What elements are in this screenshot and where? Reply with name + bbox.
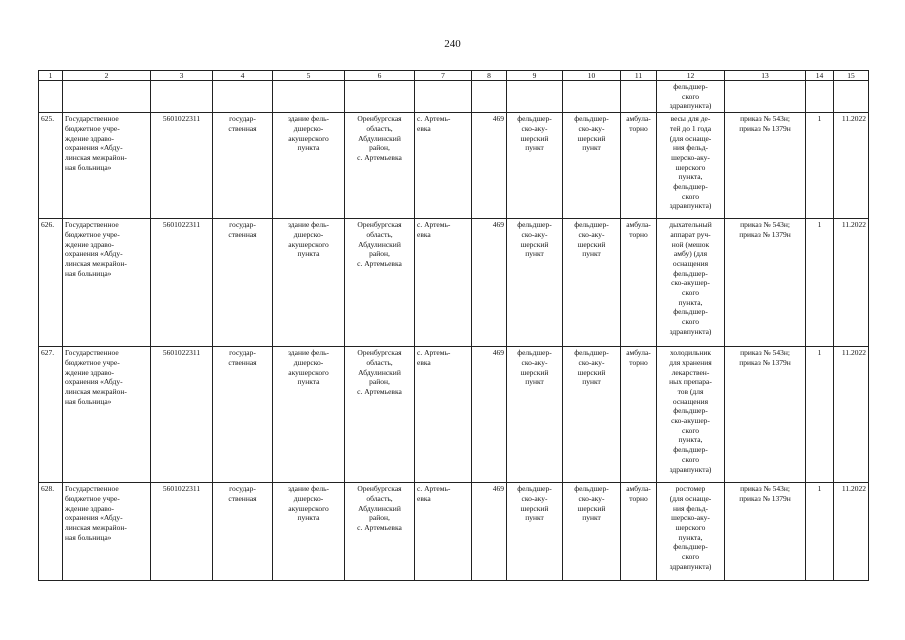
column-number: 11 [621,71,657,81]
cell-line: район, [369,513,390,523]
cell-line: Оренбургская [357,114,402,124]
cell-line: фельдшер- [574,348,609,358]
cell-line: пункта [297,143,320,153]
cell-line: пункта, [678,532,703,542]
cell-line: оснащения [672,258,709,268]
cell-building [273,113,345,219]
column-number: 9 [507,71,563,81]
cell-organization-name [63,113,151,219]
cell-equipment [657,113,725,219]
cell-line: шерский [520,367,549,377]
cell-quantity: 1 [806,113,834,219]
cell-line: пункт [582,513,601,523]
cell-line: ственная [228,493,257,503]
cell-line: шерского [675,162,706,172]
cell-line: район, [369,249,390,259]
cell-unit-name [563,483,621,581]
cell-line: с. Артемь- [417,348,451,358]
cell-row-number: 625. [39,113,63,219]
cell-line: ского [682,191,699,201]
cell-line: пункт [582,143,601,153]
cell-line: фельдшер- [574,220,609,230]
cell-line: ско-аку- [521,493,548,503]
cell-line: линская межрайон- [65,386,127,396]
column-number: 10 [563,71,621,81]
cell-service-form [621,81,657,113]
cell-equipment [657,483,725,581]
cell-line: здание фель- [287,220,330,230]
cell-line: торно [629,493,648,503]
cell-inn: 5601022311 [151,483,213,581]
cell-line: бюджетное учре- [65,493,120,503]
cell-line: с. Артемьевка [357,522,402,532]
cell-line: Государственное [65,484,119,494]
cell-line: акушерского [288,239,329,249]
cell-line: с. Артемьевка [357,258,402,268]
cell-line: амбу) (для [673,249,708,259]
cell-line: ния фельд- [672,503,709,513]
cell-line: здание фель- [287,114,330,124]
cell-line: фельдшер- [673,182,708,192]
cell-line: район, [369,143,390,153]
cell-locality [415,81,472,113]
cell-line: амбула- [626,220,651,230]
cell-locality [415,113,472,219]
cell-service-form [621,347,657,483]
cell-ownership-form [213,113,273,219]
cell-line: бюджетное учре- [65,357,120,367]
cell-quantity: 1 [806,483,834,581]
cell-line: шерско-аку- [671,513,710,523]
cell-address [345,347,415,483]
cell-equipment [657,219,725,347]
cell-population: 469 [472,219,507,347]
cell-line: ского [682,425,699,435]
cell-line: шерский [577,503,606,513]
cell-line: фельдшер- [673,307,708,317]
cell-line: торно [629,357,648,367]
cell-line: ско-акушер- [671,416,710,426]
cell-line: область, [366,357,393,367]
cell-line: ных препара- [669,377,712,387]
cell-line: ско-аку- [578,493,605,503]
cell-line: фельдшер- [673,82,708,91]
cell-line: с. Артемьевка [357,152,402,162]
cell-line: евка [417,493,431,503]
cell-building [273,81,345,113]
cell-line: пункта, [678,435,703,445]
cell-locality [415,483,472,581]
cell-inn: 5601022311 [151,219,213,347]
cell-line: шерский [577,133,606,143]
cell-line: пункта, [678,297,703,307]
cell-date [834,81,869,113]
cell-inn [151,81,213,113]
cell-line: пункт [582,249,601,259]
cell-line: шерский [520,503,549,513]
cell-line: фельдшер- [673,542,708,552]
cell-order-basis [725,483,806,581]
cell-service-form [621,219,657,347]
cell-line: евка [417,229,431,239]
cell-locality [415,219,472,347]
cell-line: ско-аку- [578,123,605,133]
cell-organization-name [63,219,151,347]
cell-line: шерский [577,367,606,377]
cell-quantity [806,81,834,113]
cell-line: охранения «Абду- [65,143,123,153]
cell-line: охранения «Абду- [65,513,123,523]
cell-line: тов (для [677,386,704,396]
column-number: 1 [39,71,63,81]
cell-line: шерского [675,522,706,532]
cell-date: 11.2022 [834,483,869,581]
column-number: 6 [345,71,415,81]
cell-line: аппарат руч- [670,229,711,239]
cell-line: ско-аку- [578,357,605,367]
cell-address [345,483,415,581]
table-row [39,347,869,483]
cell-line: евка [417,123,431,133]
cell-line: ского [682,288,699,298]
column-number: 15 [834,71,869,81]
cell-unit-name [563,219,621,347]
cell-line: ния фельд- [672,143,709,153]
column-number: 5 [273,71,345,81]
cell-line: приказ № 543н; [740,114,790,124]
cell-line: с. Артемь- [417,484,451,494]
cell-order-basis [725,347,806,483]
cell-line: фельдшер- [574,484,609,494]
cell-line: дшерско- [293,357,324,367]
cell-line: Абдулинский [358,503,401,513]
cell-line: ского [682,552,699,562]
cell-line: здравпункта) [669,464,712,474]
cell-unit-type [507,113,563,219]
cell-service-form [621,483,657,581]
cell-ownership-form [213,483,273,581]
continuation-row [39,81,869,113]
cell-line: фельдшер- [673,406,708,416]
cell-line: дшерско- [293,123,324,133]
cell-line: Оренбургская [357,220,402,230]
column-number: 4 [213,71,273,81]
cell-row-number: 626. [39,219,63,347]
cell-organization-name [63,81,151,113]
cell-line: весы для де- [670,114,711,124]
cell-line: акушерского [288,503,329,513]
cell-ownership-form [213,347,273,483]
cell-row-number: 627. [39,347,63,483]
cell-line: фельдшер- [517,220,552,230]
cell-line: ростомер [675,484,706,494]
cell-line: ная больница» [65,396,112,406]
cell-line: с. Артемьевка [357,386,402,396]
cell-line: Оренбургская [357,348,402,358]
cell-line: ского [682,317,699,327]
cell-line: ско-акушер- [671,278,710,288]
cell-unit-name [563,347,621,483]
cell-line: тей до 1 года [669,123,712,133]
cell-building [273,483,345,581]
cell-line: холодильник [669,348,712,358]
cell-line: амбула- [626,348,651,358]
cell-line: ная больница» [65,268,112,278]
cell-line: пункт [582,377,601,387]
cell-line: фельдшер- [673,445,708,455]
cell-line: Государственное [65,348,119,358]
column-number: 3 [151,71,213,81]
column-number-row [39,71,869,81]
cell-date: 11.2022 [834,113,869,219]
cell-line: с. Артемь- [417,220,451,230]
cell-line: для хранения [669,357,712,367]
cell-line: шерский [520,239,549,249]
cell-population: 469 [472,113,507,219]
cell-line: дшерско- [293,229,324,239]
table-row [39,483,869,581]
cell-order-basis [725,81,806,113]
cell-line: приказ № 543н; [740,348,790,358]
cell-line: ждение здраво- [65,367,115,377]
cell-date: 11.2022 [834,347,869,483]
cell-line: охранения «Абду- [65,249,123,259]
cell-line: ной (мешок [671,239,710,249]
cell-line: пункт [525,513,544,523]
cell-unit-name [563,81,621,113]
cell-line: оснащения [672,396,709,406]
cell-organization-name [63,483,151,581]
cell-unit-type [507,347,563,483]
cell-line: приказ № 1379н [739,123,791,133]
cell-line: фельдшер- [517,484,552,494]
cell-ownership-form [213,81,273,113]
cell-line: линская межрайон- [65,522,127,532]
cell-line: торно [629,229,648,239]
cell-quantity: 1 [806,347,834,483]
cell-date: 11.2022 [834,219,869,347]
cell-equipment [657,81,725,113]
cell-line: ная больница» [65,162,112,172]
cell-line: бюджетное учре- [65,229,120,239]
table-row [39,113,869,219]
cell-line: дыхательный [669,220,712,230]
cell-line: область, [366,123,393,133]
cell-line: фельдшер- [517,114,552,124]
cell-line: приказ № 1379н [739,229,791,239]
cell-line: торно [629,123,648,133]
cell-line: бюджетное учре- [65,123,120,133]
cell-address [345,113,415,219]
cell-line: (для оснаще- [669,493,712,503]
column-number: 12 [657,71,725,81]
cell-line: евка [417,357,431,367]
cell-line: ского [682,454,699,464]
cell-line: Абдулинский [358,367,401,377]
cell-population: 469 [472,347,507,483]
cell-line: здравпункта) [669,201,712,211]
cell-line: ственная [228,229,257,239]
cell-line: пункта [297,513,320,523]
cell-line: Абдулинский [358,239,401,249]
cell-organization-name [63,347,151,483]
cell-line: приказ № 1379н [739,493,791,503]
column-number: 7 [415,71,472,81]
cell-ownership-form [213,219,273,347]
cell-line: государ- [229,348,256,358]
cell-line: пункта [297,377,320,387]
cell-line: район, [369,377,390,387]
cell-line: приказ № 1379н [739,357,791,367]
cell-line: с. Артемь- [417,114,451,124]
cell-line: государ- [229,220,256,230]
cell-line: ждение здраво- [65,133,115,143]
cell-equipment [657,347,725,483]
cell-line: область, [366,229,393,239]
cell-building [273,347,345,483]
column-number: 8 [472,71,507,81]
cell-line: государ- [229,484,256,494]
cell-line: приказ № 543н; [740,484,790,494]
cell-line: пункт [525,143,544,153]
cell-line: пункт [525,249,544,259]
cell-line: дшерско- [293,493,324,503]
cell-line: линская межрайон- [65,152,127,162]
cell-quantity: 1 [806,219,834,347]
cell-line: шерский [520,133,549,143]
cell-line: шерский [577,239,606,249]
cell-line: фельдшер- [517,348,552,358]
cell-address [345,81,415,113]
column-number: 14 [806,71,834,81]
column-number: 13 [725,71,806,81]
cell-line: ственная [228,357,257,367]
cell-order-basis [725,219,806,347]
cell-line: Государственное [65,220,119,230]
cell-service-form [621,113,657,219]
cell-order-basis [725,113,806,219]
cell-population: 469 [472,483,507,581]
cell-address [345,219,415,347]
cell-line: ственная [228,123,257,133]
cell-line: ско-аку- [521,357,548,367]
cell-line: лекарствен- [671,367,710,377]
cell-row-number: 628. [39,483,63,581]
cell-line: фельдшер- [574,114,609,124]
cell-inn: 5601022311 [151,347,213,483]
cell-row-number [39,81,63,113]
cell-line: (для оснаще- [669,133,712,143]
cell-building [273,219,345,347]
cell-unit-name [563,113,621,219]
cell-unit-type [507,219,563,347]
cell-line: ная больница» [65,532,112,542]
cell-line: здравпункта) [669,101,712,111]
cell-line: пункта, [678,172,703,182]
page-number: 240 [444,38,461,50]
cell-line: ско-аку- [578,229,605,239]
cell-line: здание фель- [287,348,330,358]
cell-line: акушерского [288,367,329,377]
cell-line: пункта [297,249,320,259]
cell-line: здание фель- [287,484,330,494]
cell-line: государ- [229,114,256,124]
cell-line: охранения «Абду- [65,377,123,387]
cell-line: амбула- [626,484,651,494]
cell-line: пункт [525,377,544,387]
cell-line: линская межрайон- [65,258,127,268]
cell-line: ско-аку- [521,123,548,133]
cell-line: Государственное [65,114,119,124]
cell-unit-type [507,483,563,581]
column-number: 2 [63,71,151,81]
cell-unit-type [507,81,563,113]
cell-line: область, [366,493,393,503]
cell-line: ско-аку- [521,229,548,239]
cell-inn: 5601022311 [151,113,213,219]
cell-line: Абдулинский [358,133,401,143]
cell-line: акушерского [288,133,329,143]
cell-locality [415,347,472,483]
cell-line: фельдшер- [673,268,708,278]
cell-line: шерско-аку- [671,152,710,162]
cell-line: здравпункта) [669,326,712,336]
cell-line: ждение здраво- [65,503,115,513]
cell-line: Оренбургская [357,484,402,494]
cell-line: амбула- [626,114,651,124]
cell-line: ского [682,91,699,101]
equipment-table [38,70,869,581]
cell-population [472,81,507,113]
cell-line: ждение здраво- [65,239,115,249]
cell-line: приказ № 543н; [740,220,790,230]
table-row [39,219,869,347]
cell-line: здравпункта) [669,561,712,571]
